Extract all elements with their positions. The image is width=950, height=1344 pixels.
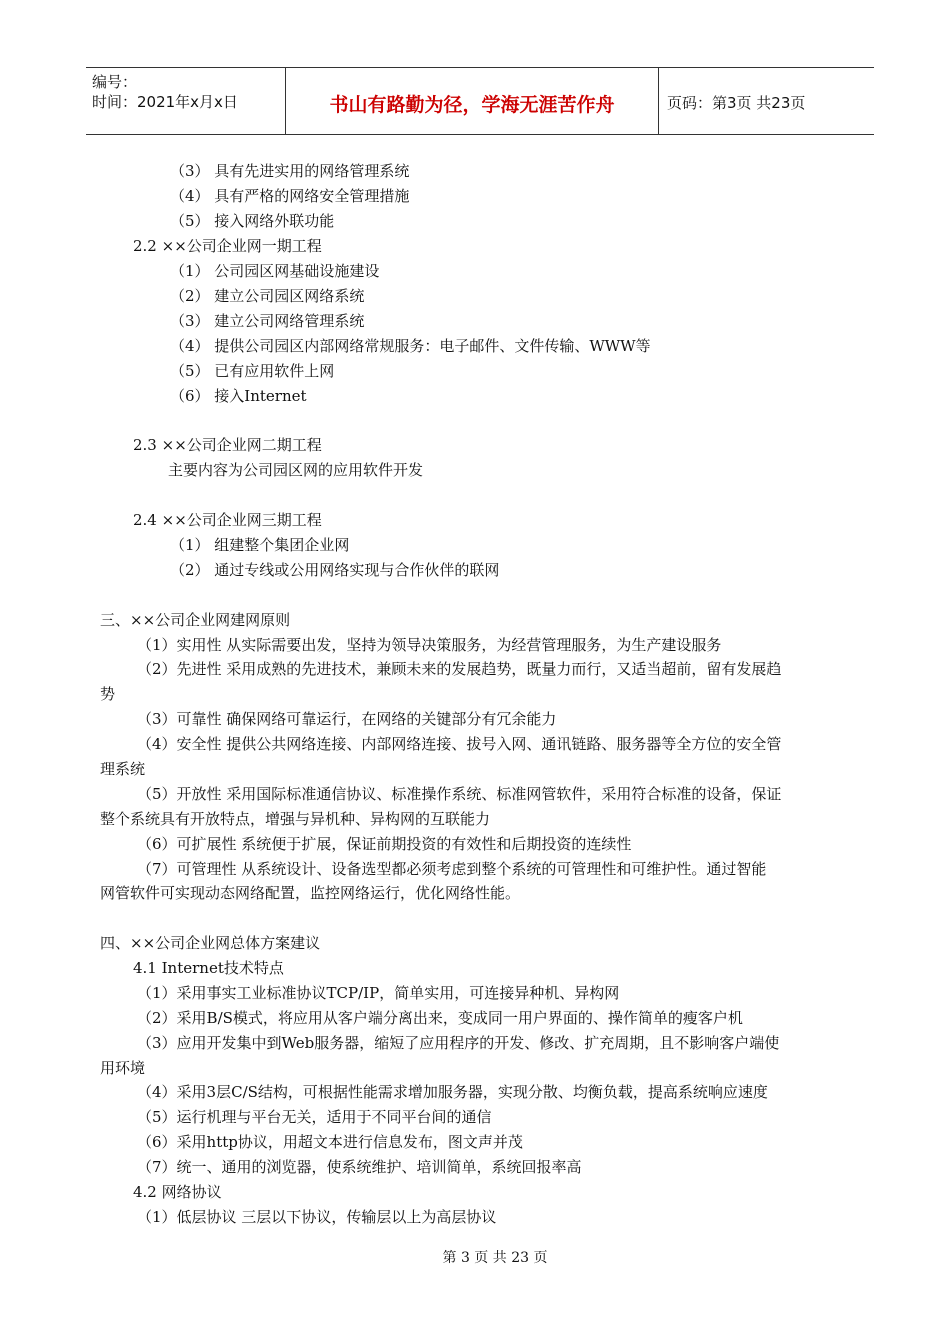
paragraph: （1）低层协议 三层以下协议，传输层以上为高层协议 — [137, 1208, 497, 1226]
list-item: （6） 接入Internet — [170, 387, 307, 405]
paragraph: （4）采用3层C/S结构，可根据性能需求增加服务器，实现分散、均衡负载，提高系统响应速度 — [137, 1083, 768, 1101]
paragraph-continuation: 用环境 — [100, 1059, 146, 1077]
header-page-number: 页码：第3页 共23页 — [667, 93, 806, 112]
section-heading: 4.2 网络协议 — [133, 1183, 222, 1201]
paragraph-continuation: 网管软件可实现动态网络配置，监控网络运行，优化网络性能。 — [100, 884, 521, 902]
header-meta — [86, 68, 286, 134]
section-heading: 2.4 ××公司企业网三期工程 — [133, 511, 322, 529]
paragraph: （7）可管理性 从系统设计、设备选型都必须考虑到整个系统的可管理性和可维护性。通过智能 — [137, 860, 767, 878]
list-item: （4） 提供公司园区内部网络常规服务：电子邮件、文件传输、WWW等 — [170, 337, 651, 355]
paragraph: （5）运行机理与平台无关，适用于不同平台间的通信 — [137, 1108, 492, 1126]
paragraph: （5）开放性 采用国际标准通信协议、标准操作系统、标准网管软件，采用符合标准的设备，保证 — [137, 785, 782, 803]
paragraph: （3）可靠性 确保网络可靠运行，在网络的关键部分有冗余能力 — [137, 710, 557, 728]
chapter-heading: 三、××公司企业网建网原则 — [100, 611, 291, 629]
list-item: （5） 接入网络外联功能 — [170, 212, 335, 230]
page-header — [86, 67, 874, 135]
page-footer: 第 3 页 共 23 页 — [442, 1250, 548, 1266]
list-item: （3） 具有先进实用的网络管理系统 — [170, 162, 410, 180]
list-item: （2） 建立公司园区网络系统 — [170, 287, 365, 305]
list-item: （1） 公司园区网基础设施建设 — [170, 262, 380, 280]
paragraph: （6）可扩展性 系统便于扩展，保证前期投资的有效性和后期投资的连续性 — [137, 835, 632, 853]
paragraph: 主要内容为公司园区网的应用软件开发 — [168, 461, 424, 479]
section-heading: 2.3 ××公司企业网二期工程 — [133, 436, 322, 454]
list-item: （3） 建立公司网络管理系统 — [170, 312, 365, 330]
paragraph: （6）采用http协议，用超文本进行信息发布，图文声并茂 — [137, 1133, 523, 1151]
header-motto: 书山有路勤为径，学海无涯苦作舟 — [286, 68, 659, 134]
chapter-heading: 四、××公司企业网总体方案建议 — [100, 934, 321, 952]
list-item: （2） 通过专线或公用网络实现与合作伙伴的联网 — [170, 561, 500, 579]
paragraph: （2）先进性 采用成熟的先进技术，兼顾未来的发展趋势，既量力而行，又适当超前，留有发展趋 — [137, 660, 782, 678]
document-number: 编号： — [92, 73, 138, 91]
paragraph: （1）实用性 从实际需要出发，坚持为领导决策服务，为经营管理服务，为生产建设服务 — [137, 636, 722, 654]
paragraph-continuation: 理系统 — [100, 760, 146, 778]
paragraph: （3）应用开发集中到Web服务器，缩短了应用程序的开发、修改、扩充周期，且不影响客户端使 — [137, 1034, 780, 1052]
paragraph: （4）安全性 提供公共网络连接、内部网络连接、拔号入网、通讯链路、服务器等全方位的安全管 — [137, 735, 782, 753]
document-date: 时间：2021年x月x日 — [92, 93, 238, 111]
section-heading: 4.1 Internet技术特点 — [133, 959, 284, 977]
list-item: （1） 组建整个集团企业网 — [170, 536, 350, 554]
paragraph: （7）统一、通用的浏览器，使系统维护、培训简单，系统回报率高 — [137, 1158, 582, 1176]
paragraph: （2）采用B/S模式，将应用从客户端分离出来，变成同一用户界面的、操作简单的瘦客户机 — [137, 1009, 743, 1027]
list-item: （5） 已有应用软件上网 — [170, 362, 335, 380]
paragraph-continuation: 势 — [100, 685, 116, 703]
section-heading: 2.2 ××公司企业网一期工程 — [133, 237, 322, 255]
list-item: （4） 具有严格的网络安全管理措施 — [170, 187, 410, 205]
paragraph-continuation: 整个系统具有开放特点，增强与异机种、异构网的互联能力 — [100, 810, 491, 828]
paragraph: （1）采用事实工业标准协议TCP/IP，简单实用，可连接异种机、异构网 — [137, 984, 620, 1002]
